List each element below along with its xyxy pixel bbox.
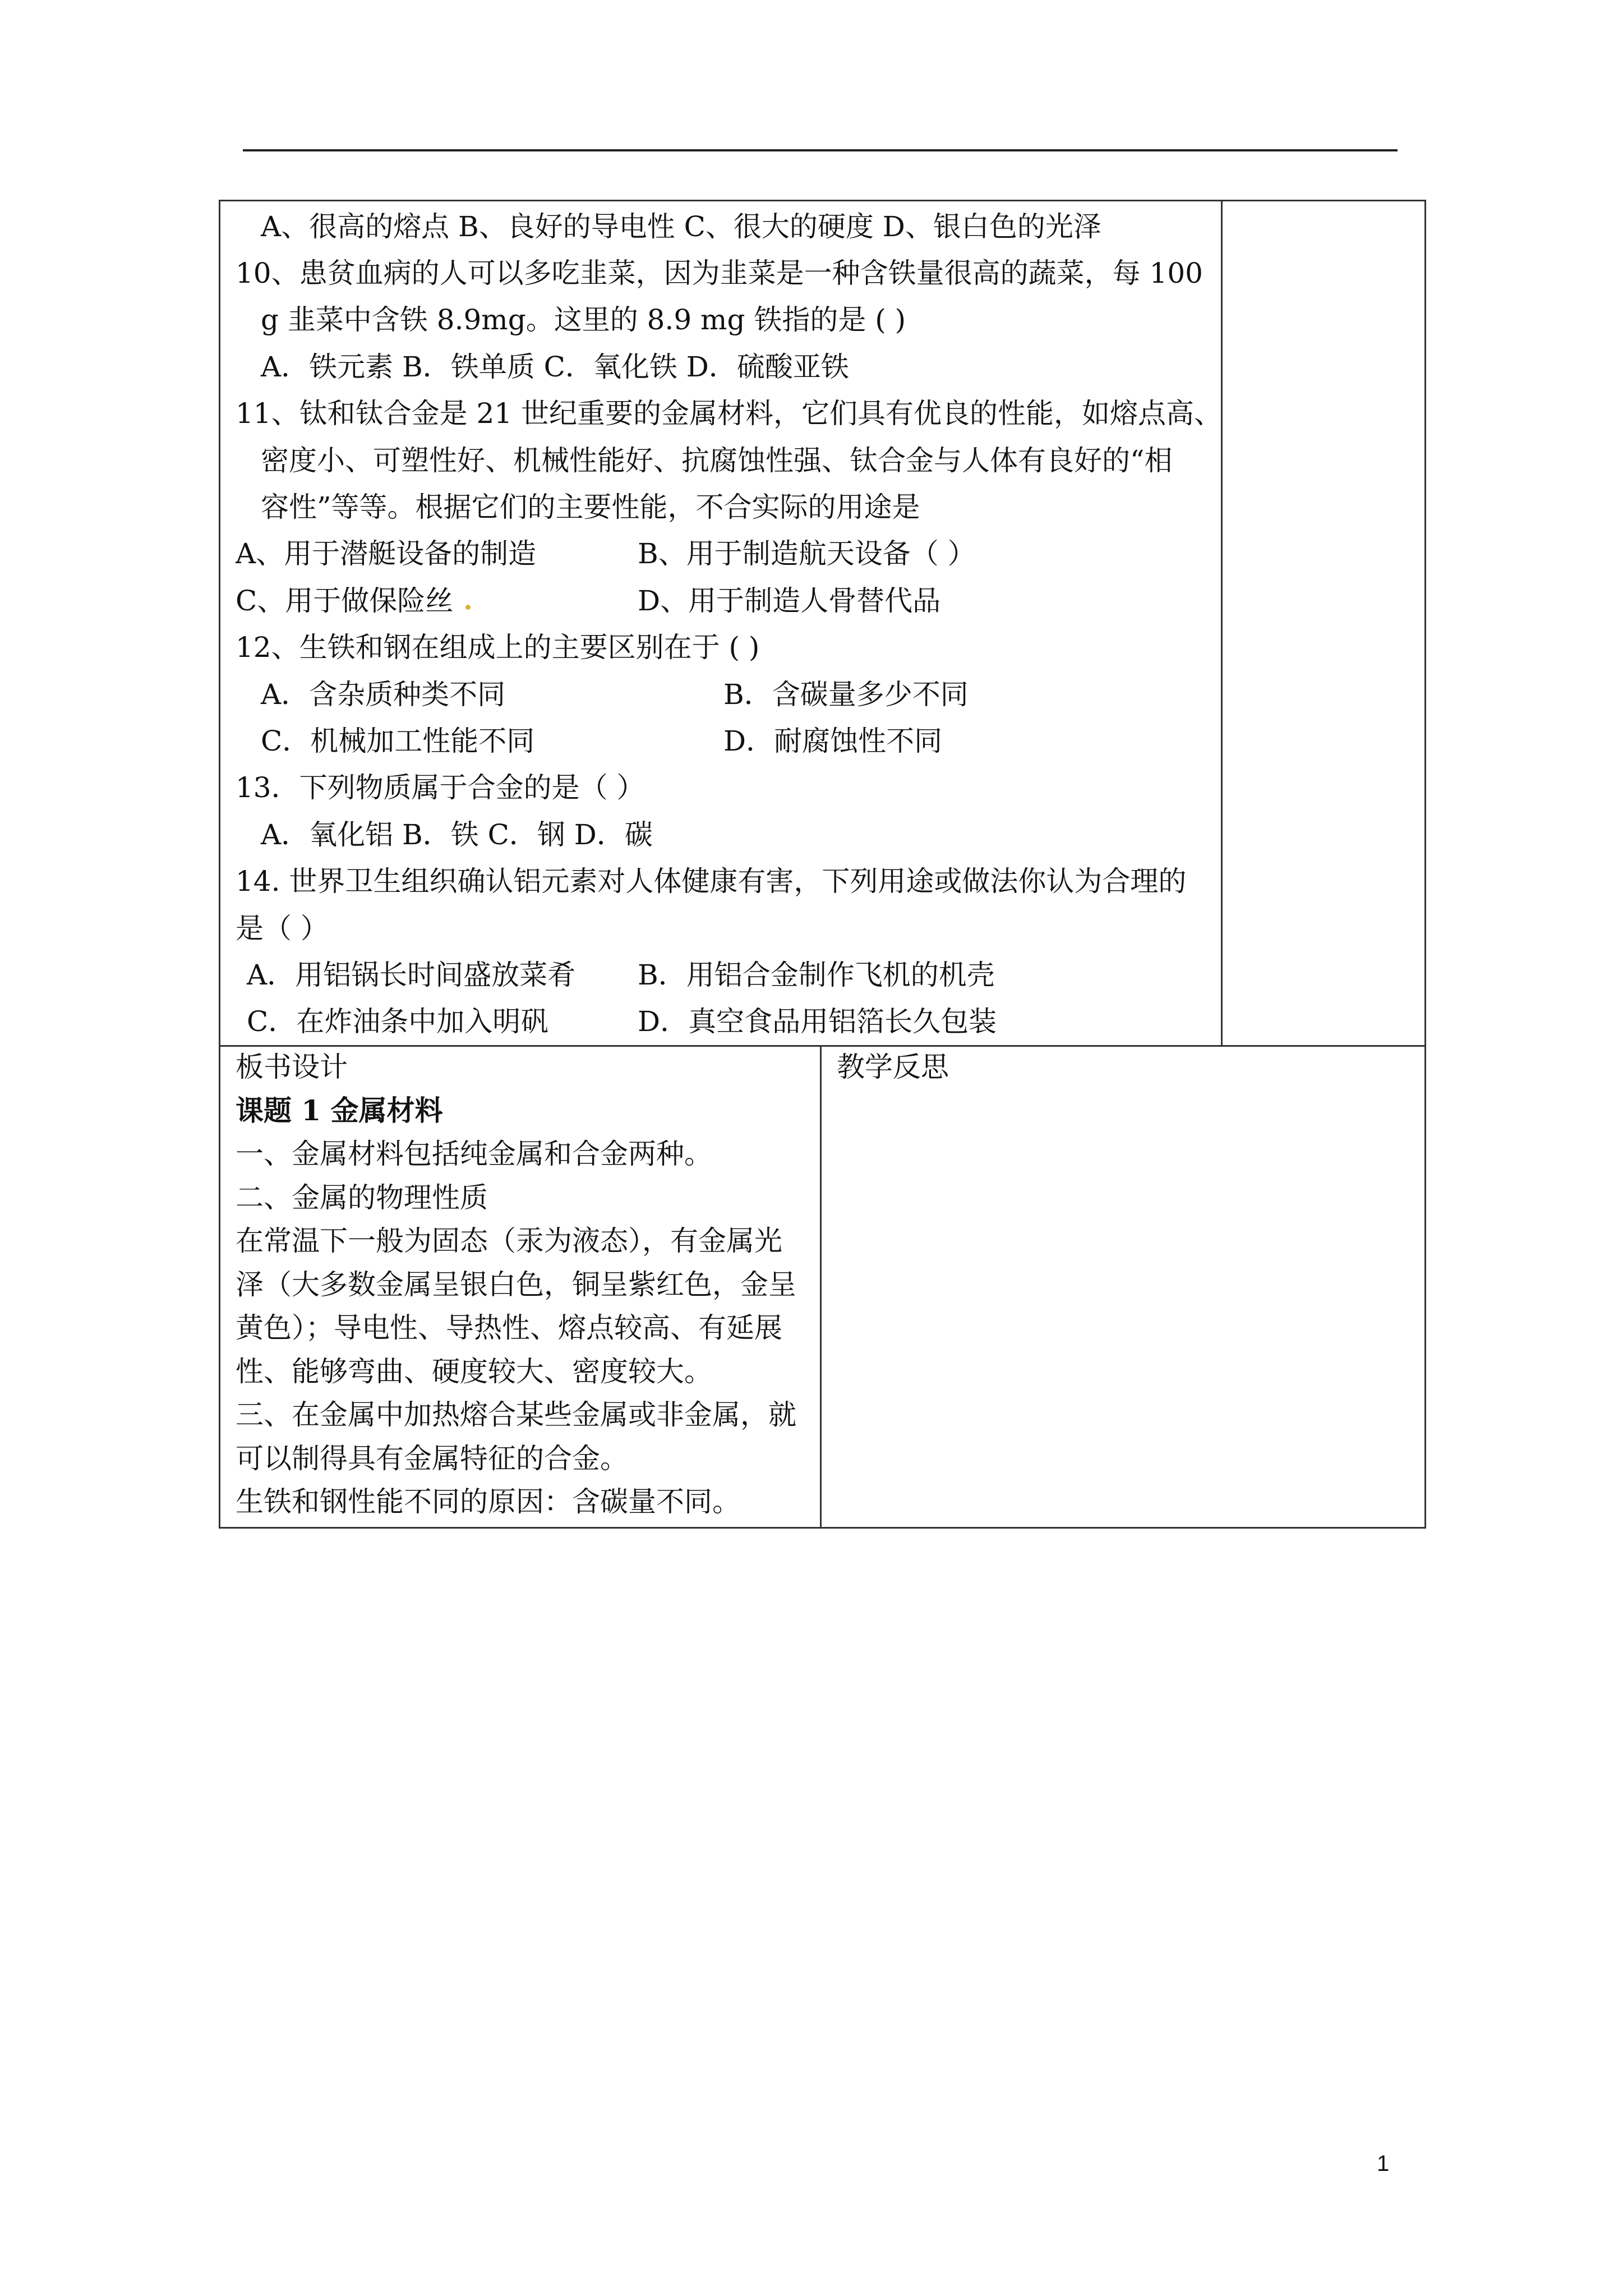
page-number: 1: [1377, 2151, 1390, 2176]
board-line: 生铁和钢性能不同的原因：含碳量不同。: [236, 1485, 740, 1518]
board-line: 三、在金属中加热熔合某些金属或非金属，就: [236, 1398, 796, 1431]
question-11-option-d: D、用于制造人骨替代品: [638, 585, 941, 617]
question-11-option-c: C、用于做保险丝: [236, 585, 454, 617]
question-14-stem-cont: 是（ ）: [236, 912, 329, 945]
question-11-stem-cont: 密度小、可塑性好、机械性能好、抗腐蚀性强、钛合金与人体有良好的“相: [261, 444, 1173, 477]
board-design-label: 板书设计: [236, 1051, 348, 1083]
question-12-option-c: C．机械加工性能不同: [261, 725, 535, 757]
question-10-stem-cont: g 韭菜中含铁 8.9mg。这里的 8.9 mg 铁指的是 ( ): [261, 303, 906, 336]
question-12-option-a: A．含杂质种类不同: [261, 678, 506, 711]
question-12-option-b: B．含碳量多少不同: [723, 678, 969, 711]
question-14-option-c: C．在炸油条中加入明矾: [247, 1005, 549, 1038]
question-14-option-a: A．用铝锅长时间盛放菜肴: [247, 959, 576, 991]
board-line: 泽（大多数金属呈银白色，铜呈紫红色，金呈: [236, 1268, 796, 1301]
question-9-options: A、很高的熔点 B、良好的导电性 C、很大的硬度 D、银白色的光泽: [261, 210, 1101, 243]
board-line: 黄色）；导电性、导热性、熔点较高、有延展: [236, 1312, 782, 1344]
board-line: 性、能够弯曲、硬度较大、密度较大。: [236, 1355, 712, 1388]
question-11-stem-cont2: 容性”等等。根据它们的主要性能，不合实际的用途是: [261, 491, 920, 523]
header-rule: [243, 149, 1398, 151]
board-line: 在常温下一般为固态（汞为液态），有金属光: [236, 1225, 782, 1257]
question-14-option-d: D．真空食品用铝箔长久包装: [638, 1005, 997, 1038]
question-11-option-b: B、用于制造航天设备（ ）: [638, 537, 976, 570]
question-10-options: A．铁元素 B．铁单质 C．氧化铁 D．硫酸亚铁: [261, 351, 849, 383]
board-line: 可以制得具有金属特征的合金。: [236, 1442, 628, 1475]
exercise-side-cell: [1221, 200, 1426, 1047]
board-line: 二、金属的物理性质: [236, 1181, 488, 1214]
question-13-options: A．氧化铝 B．铁 C．钢 D．碳: [261, 818, 653, 851]
question-10-stem: 10、患贫血病的人可以多吃韭菜，因为韭菜是一种含铁量很高的蔬菜，每 100: [236, 257, 1203, 289]
question-12-option-d: D．耐腐蚀性不同: [723, 725, 943, 757]
reflection-label: 教学反思: [837, 1051, 949, 1083]
question-12-stem: 12、生铁和钢在组成上的主要区别在于 ( ): [236, 631, 760, 664]
question-14-stem: 14. 世界卫生组织确认铝元素对人体健康有害，下列用途或做法你认为合理的: [236, 865, 1187, 898]
question-13-stem: 13．下列物质属于合金的是（ ）: [236, 771, 645, 804]
board-line: 一、金属材料包括纯金属和合金两种。: [236, 1138, 712, 1170]
stray-dot: [465, 605, 471, 610]
reflection-cell: [820, 1045, 1426, 1529]
question-14-option-b: B．用铝合金制作飞机的机壳: [638, 959, 995, 991]
question-11-stem: 11、钛和钛合金是 21 世纪重要的金属材料，它们具有优良的性能，如熔点高、: [236, 397, 1223, 430]
lesson-title: 课题 1 金属材料: [236, 1094, 443, 1127]
question-11-option-a: A、用于潜艇设备的制造: [236, 537, 537, 570]
